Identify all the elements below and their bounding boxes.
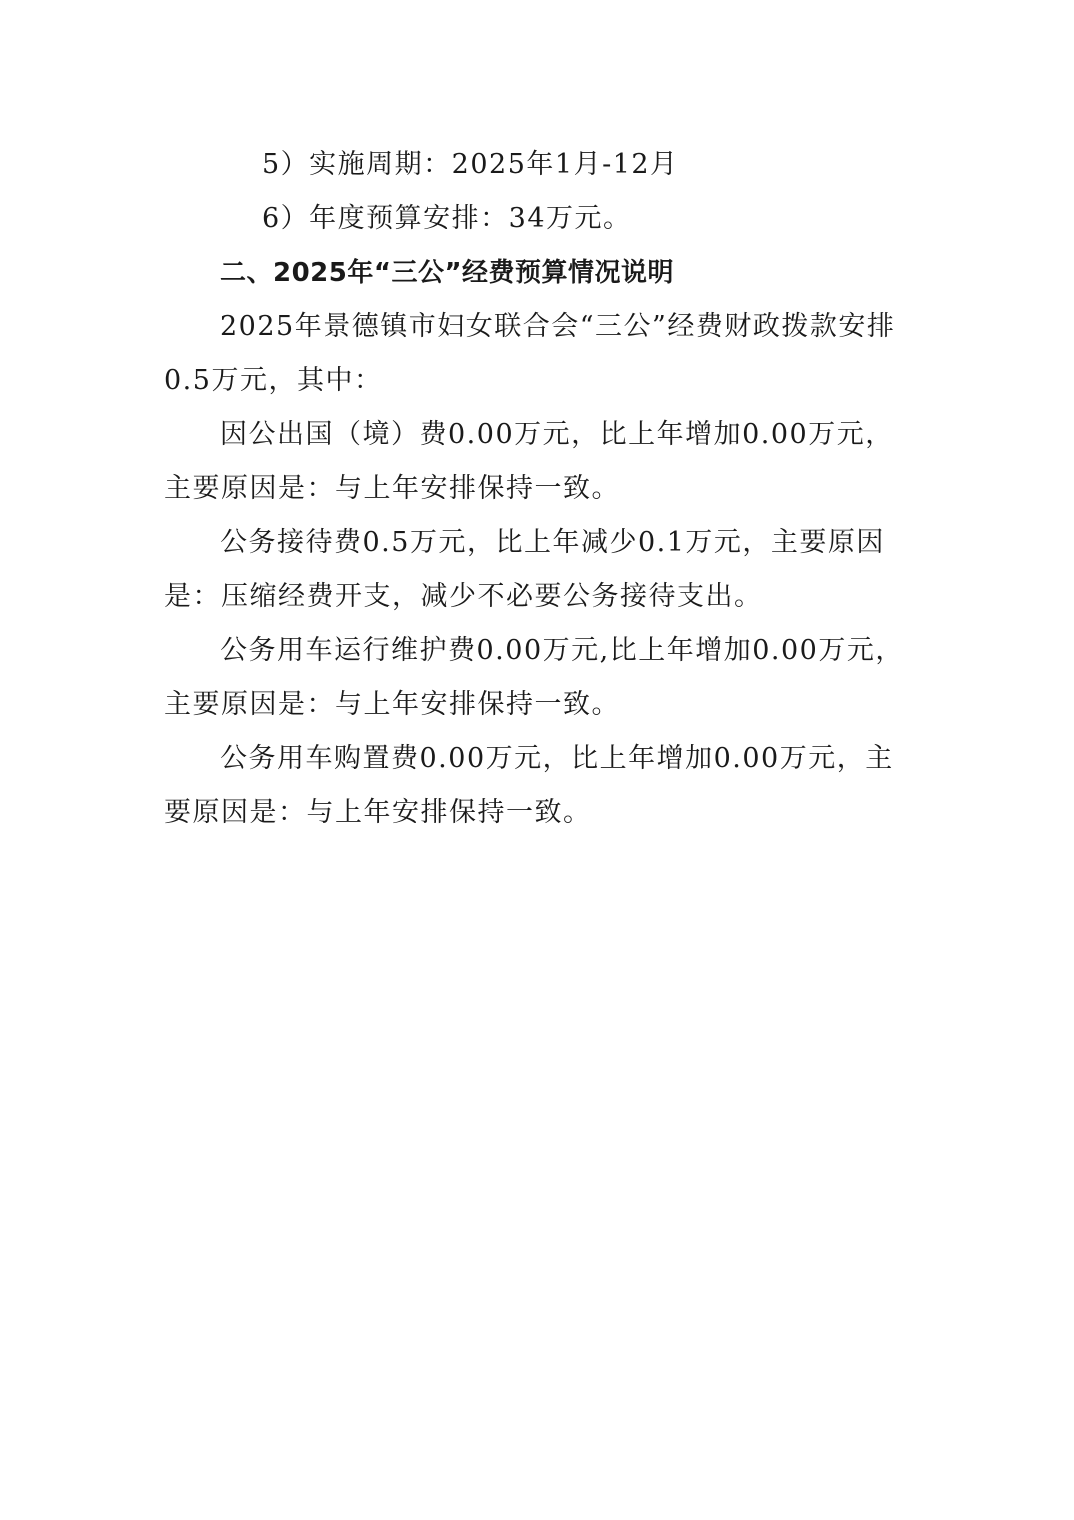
paragraph-line: 主要原因是：与上年安排保持一致。 (164, 689, 620, 720)
paragraph-line: 公务用车运行维护费0.00万元,比上年增加0.00万元， (220, 635, 904, 666)
paragraph-line: 公务接待费0.5万元，比上年减少0.1万元，主要原因 (220, 527, 885, 558)
paragraph-overseas-travel (164, 408, 916, 516)
paragraph-line: 2025年景德镇市妇女联合会“三公”经费财政拨款安排 (220, 311, 896, 342)
paragraph-vehicle-maintenance (164, 624, 916, 732)
paragraph-reception (164, 516, 916, 624)
paragraph-line: 公务用车购置费0.00万元，比上年增加0.00万元，主 (220, 743, 894, 774)
paragraph-line: 主要原因是：与上年安排保持一致。 (164, 473, 620, 504)
paragraph-line: 0.5万元，其中： (164, 365, 383, 396)
item-implementation-period: 5）实施周期：2025年1月-12月 (262, 149, 679, 180)
paragraph-line: 因公出国（境）费0.00万元，比上年增加0.00万元， (220, 419, 894, 450)
paragraph-line: 是：压缩经费开支，减少不必要公务接待支出。 (164, 581, 763, 612)
paragraph-line: 要原因是：与上年安排保持一致。 (164, 797, 592, 828)
item-annual-budget: 6）年度预算安排：34万元。 (262, 203, 632, 234)
document-body (164, 138, 916, 840)
paragraph-total-allocation (164, 300, 916, 408)
section-heading: 二、2025年“三公”经费预算情况说明 (220, 258, 675, 288)
paragraph-vehicle-purchase (164, 732, 916, 840)
